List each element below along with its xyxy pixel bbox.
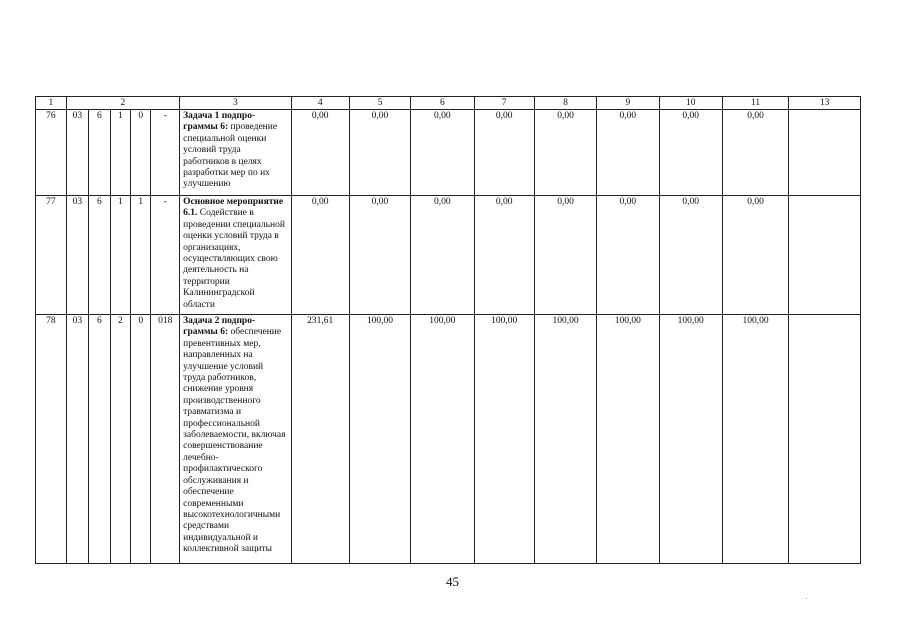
value-cell: 0,00	[411, 110, 474, 196]
code-cell: 6	[89, 110, 110, 196]
header-cell: 10	[659, 97, 722, 110]
table-row	[36, 315, 861, 564]
value-cell: 0,00	[474, 196, 534, 315]
code-cell: 0	[131, 315, 151, 564]
value-cell: 0,00	[349, 110, 410, 196]
value-cell: 100,00	[597, 315, 659, 564]
scan-speck	[806, 598, 807, 599]
value-cell: 100,00	[722, 315, 788, 564]
value-cell: 0,00	[722, 196, 788, 315]
description-text: проведение специальной оценки условий труда работников в целях разработки мер по их улучшению	[183, 122, 278, 190]
value-cell: 0,00	[291, 196, 349, 315]
header-cell: 11	[722, 97, 788, 110]
value-cell: 231,61	[291, 315, 349, 564]
value-cell: 0,00	[291, 110, 349, 196]
value-cell: 100,00	[534, 315, 596, 564]
row-number: 76	[36, 110, 67, 196]
header-cell: 3	[180, 97, 291, 110]
row-number: 78	[36, 315, 67, 564]
header-cell: 8	[534, 97, 596, 110]
header-cell: 1	[36, 97, 67, 110]
value-cell-empty	[789, 110, 861, 196]
value-cell-empty	[789, 196, 861, 315]
code-cell: 03	[66, 196, 88, 315]
value-cell: 0,00	[597, 110, 659, 196]
value-cell: 0,00	[659, 110, 722, 196]
header-cell: 5	[349, 97, 410, 110]
value-cell: 0,00	[722, 110, 788, 196]
value-cell: 100,00	[659, 315, 722, 564]
value-cell: 100,00	[474, 315, 534, 564]
code-cell: 03	[66, 110, 88, 196]
table-row	[36, 196, 861, 315]
code-cell: -	[151, 196, 180, 315]
code-cell: 0	[131, 110, 151, 196]
value-cell: 0,00	[349, 196, 410, 315]
code-cell: 2	[110, 315, 130, 564]
header-cell: 13	[789, 97, 861, 110]
value-cell: 0,00	[534, 196, 596, 315]
value-cell-empty	[789, 315, 861, 564]
value-cell: 0,00	[474, 110, 534, 196]
value-cell: 100,00	[411, 315, 474, 564]
row-number: 77	[36, 196, 67, 315]
header-cell: 9	[597, 97, 659, 110]
description-title: Основное мероприятие 6.1.	[183, 197, 284, 219]
value-cell: 0,00	[534, 110, 596, 196]
code-cell: 1	[131, 196, 151, 315]
description-title: Задача 1 подпро-граммы 6:	[183, 111, 256, 133]
code-cell: 6	[89, 196, 110, 315]
description-title: Задача 2 подпро-граммы 6:	[183, 316, 256, 338]
header-cell: 6	[411, 97, 474, 110]
page-number: 45	[446, 574, 459, 589]
budget-table-sheet	[35, 96, 861, 564]
budget-table	[35, 96, 861, 564]
table-header-row	[36, 97, 861, 110]
value-cell: 0,00	[659, 196, 722, 315]
table-row	[36, 110, 861, 196]
description-text: Содействие в проведении специальной оценки условий труда в организациях, осуществляющих свою деятельность на территории Калининградской области	[183, 208, 285, 310]
header-cell: 4	[291, 97, 349, 110]
value-cell: 0,00	[597, 196, 659, 315]
description-cell	[180, 196, 291, 315]
description-cell	[180, 110, 291, 196]
code-cell: -	[151, 110, 180, 196]
code-cell: 1	[110, 196, 130, 315]
code-cell: 03	[66, 315, 88, 564]
header-cell: 2	[66, 97, 179, 110]
description-text: обеспечение превентивных мер, направленных на улучшение условий труда работников, снижение уровня производственного травматизма и профессиональной заболеваемости, включая совершенствование лечебно-профилактического обслуживания и обеспечение современными высокотехнологичными средствами индивидуальной и коллективной защиты	[183, 327, 286, 555]
value-cell: 0,00	[411, 196, 474, 315]
code-cell: 6	[89, 315, 110, 564]
header-cell: 7	[474, 97, 534, 110]
value-cell: 100,00	[349, 315, 410, 564]
code-cell: 1	[110, 110, 130, 196]
code-cell: 018	[151, 315, 180, 564]
description-cell	[180, 315, 291, 564]
